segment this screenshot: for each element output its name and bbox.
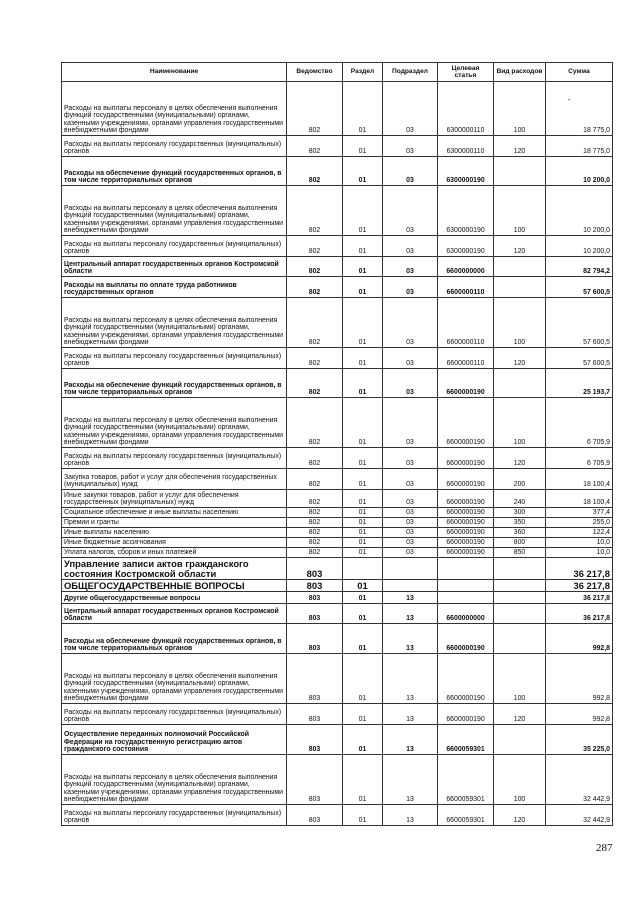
table-row (62, 580, 613, 592)
cell-name: Расходы на выплаты персоналу в целях обеспечения выполнения функций государственными (муниципальными) органами, казенными учреждениями, органами управления государственными внебюджетными фондами (62, 298, 287, 348)
cell-target: 6600000190 (438, 538, 494, 548)
cell-name: Социальное обеспечение и иные выплаты населению (62, 508, 287, 518)
cell-exptype: 360 (494, 528, 546, 538)
cell-dept: 803 (287, 654, 343, 704)
cell-sum: 35 225,0 (546, 725, 613, 755)
cell-section: 01 (343, 298, 383, 348)
cell-dept: 802 (287, 82, 343, 136)
cell-sum: 122,4 (546, 528, 613, 538)
table-row (62, 592, 613, 604)
cell-dept: 802 (287, 508, 343, 518)
cell-name: Расходы на выплаты персоналу государственных (муниципальных) органов (62, 805, 287, 826)
cell-dept: 802 (287, 277, 343, 298)
cell-sum: 18 775,0 (546, 136, 613, 157)
cell-name: Иные закупки товаров, работ и услуг для обеспечения государственных (муниципальных) нужд (62, 490, 287, 508)
cell-target: 6600000110 (438, 298, 494, 348)
cell-section: 01 (343, 548, 383, 558)
header-target: Целевая статья (438, 63, 494, 82)
cell-target: 6600059301 (438, 805, 494, 826)
cell-sum: 36 217,8 (546, 558, 613, 580)
cell-sum: 6 705,9 (546, 448, 613, 469)
cell-dept: 802 (287, 518, 343, 528)
cell-subsection: 03 (383, 490, 438, 508)
cell-target: 6600000190 (438, 448, 494, 469)
cell-target: 6300000110 (438, 82, 494, 136)
cell-target: 6600000190 (438, 704, 494, 725)
cell-sum: 36 217,8 (546, 592, 613, 604)
table-row (62, 348, 613, 369)
cell-target: 6600000000 (438, 604, 494, 624)
cell-section: 01 (343, 398, 383, 448)
cell-name: Расходы на выплаты персоналу в целях обеспечения выполнения функций государственными (муниципальными) органами, казенными учреждениями, органами управления государственными внебюджетными фондами (62, 82, 287, 136)
cell-dept: 803 (287, 805, 343, 826)
table-row (62, 277, 613, 298)
cell-name: ОБЩЕГОСУДАРСТВЕННЫЕ ВОПРОСЫ (62, 580, 287, 592)
cell-target: 6600000110 (438, 348, 494, 369)
cell-target: 6600000190 (438, 528, 494, 538)
cell-subsection: 03 (383, 136, 438, 157)
cell-section: 01 (343, 490, 383, 508)
table-row (62, 186, 613, 236)
cell-subsection: 13 (383, 704, 438, 725)
cell-section: 01 (343, 277, 383, 298)
cell-name: Расходы на выплаты персоналу государственных (муниципальных) органов (62, 448, 287, 469)
cell-subsection: 03 (383, 277, 438, 298)
cell-target (438, 558, 494, 580)
cell-exptype: 240 (494, 490, 546, 508)
cell-section: 01 (343, 624, 383, 654)
cell-subsection: 13 (383, 725, 438, 755)
table-row (62, 654, 613, 704)
cell-subsection: 03 (383, 348, 438, 369)
cell-section: 01 (343, 538, 383, 548)
cell-subsection: 03 (383, 257, 438, 277)
cell-exptype: 100 (494, 398, 546, 448)
cell-section: 01 (343, 580, 383, 592)
cell-section: 01 (343, 654, 383, 704)
cell-subsection: 13 (383, 624, 438, 654)
cell-subsection: 03 (383, 448, 438, 469)
cell-name: Расходы на выплаты персоналу государственных (муниципальных) органов (62, 136, 287, 157)
cell-target: 6300000190 (438, 236, 494, 257)
cell-sum: 10,0 (546, 548, 613, 558)
cell-name: Расходы на обеспечение функций государственных органов, в том числе территориальных органов (62, 624, 287, 654)
cell-name: Центральный аппарат государственных органов Костромской области (62, 604, 287, 624)
cell-section: 01 (343, 448, 383, 469)
cell-name: Уплата налогов, сборов и иных платежей (62, 548, 287, 558)
cell-sum: 82 794,2 (546, 257, 613, 277)
cell-sum: 57 600,5 (546, 348, 613, 369)
table-row (62, 398, 613, 448)
cell-exptype: 850 (494, 548, 546, 558)
cell-name: Расходы на выплаты персоналу в целях обеспечения выполнения функций государственными (муниципальными) органами, казенными учреждениями, органами управления государственными внебюджетными фондами (62, 186, 287, 236)
cell-target: 6600000190 (438, 654, 494, 704)
header-row (62, 63, 613, 82)
table-row (62, 469, 613, 490)
cell-exptype: 120 (494, 448, 546, 469)
cell-exptype (494, 580, 546, 592)
cell-section: 01 (343, 236, 383, 257)
cell-exptype: 120 (494, 348, 546, 369)
cell-dept: 802 (287, 298, 343, 348)
cell-dept: 802 (287, 369, 343, 398)
cell-dept: 802 (287, 528, 343, 538)
cell-dept: 803 (287, 704, 343, 725)
cell-sum: 18 100,4 (546, 469, 613, 490)
table-row (62, 558, 613, 580)
table-row (62, 490, 613, 508)
cell-name: Другие общегосударственные вопросы (62, 592, 287, 604)
cell-name: Осуществление переданных полномочий Российской Федерации на государственную регистрацию актов гражданского состояния (62, 725, 287, 755)
cell-subsection: 03 (383, 518, 438, 528)
cell-target: 6600000000 (438, 257, 494, 277)
cell-name: Расходы на обеспечение функций государственных органов, в том числе территориальных органов (62, 369, 287, 398)
cell-target (438, 592, 494, 604)
cell-exptype: 800 (494, 538, 546, 548)
cell-subsection: 13 (383, 604, 438, 624)
cell-section: 01 (343, 186, 383, 236)
cell-sum: 57 600,5 (546, 277, 613, 298)
cell-name: Премии и гранты (62, 518, 287, 528)
table-row (62, 369, 613, 398)
cell-target: 6600000190 (438, 518, 494, 528)
cell-dept: 802 (287, 157, 343, 186)
cell-sum: 36 217,8 (546, 604, 613, 624)
cell-sum: 10 200,0 (546, 157, 613, 186)
header-section: Раздел (343, 63, 383, 82)
cell-dept: 803 (287, 604, 343, 624)
table-row (62, 528, 613, 538)
cell-sum: 992,8 (546, 624, 613, 654)
cell-dept: 802 (287, 236, 343, 257)
cell-dept: 803 (287, 580, 343, 592)
cell-dept: 802 (287, 490, 343, 508)
table-row (62, 548, 613, 558)
cell-section (343, 558, 383, 580)
cell-target: 6600059301 (438, 725, 494, 755)
cell-section: 01 (343, 604, 383, 624)
cell-target: 6600000190 (438, 508, 494, 518)
cell-section: 01 (343, 528, 383, 538)
cell-subsection: 03 (383, 469, 438, 490)
cell-target: 6300000190 (438, 157, 494, 186)
cell-sum: 36 217,8 (546, 580, 613, 592)
cell-subsection: 03 (383, 236, 438, 257)
cell-subsection: 13 (383, 805, 438, 826)
cell-target: 6600000190 (438, 469, 494, 490)
cell-target: 6600000190 (438, 398, 494, 448)
cell-exptype: 300 (494, 508, 546, 518)
cell-section: 01 (343, 725, 383, 755)
cell-exptype (494, 725, 546, 755)
cell-section: 01 (343, 157, 383, 186)
table-row (62, 298, 613, 348)
cell-subsection: 03 (383, 548, 438, 558)
table-row (62, 704, 613, 725)
header-dept: Ведомство (287, 63, 343, 82)
cell-exptype: 100 (494, 186, 546, 236)
cell-dept: 802 (287, 186, 343, 236)
table-row (62, 157, 613, 186)
cell-exptype: 100 (494, 82, 546, 136)
cell-subsection (383, 558, 438, 580)
header-sum: Сумма (546, 63, 613, 82)
table-row (62, 624, 613, 654)
cell-exptype: 100 (494, 755, 546, 805)
cell-section: 01 (343, 592, 383, 604)
table-row (62, 508, 613, 518)
cell-target: 6600000190 (438, 548, 494, 558)
cell-dept: 803 (287, 558, 343, 580)
cell-dept: 803 (287, 592, 343, 604)
cell-sum: 255,0 (546, 518, 613, 528)
cell-section: 01 (343, 704, 383, 725)
cell-name: Расходы на выплаты персоналу в целях обеспечения выполнения функций государственными (муниципальными) органами, казенными учреждениями, органами управления государственными внебюджетными фондами (62, 398, 287, 448)
cell-exptype: 120 (494, 136, 546, 157)
cell-dept: 802 (287, 136, 343, 157)
cell-dept: 802 (287, 548, 343, 558)
cell-subsection: 03 (383, 186, 438, 236)
cell-target: 6600000190 (438, 490, 494, 508)
cell-sum: 57 600,5 (546, 298, 613, 348)
cell-subsection: 03 (383, 538, 438, 548)
cell-section: 01 (343, 805, 383, 826)
cell-sum: 992,8 (546, 704, 613, 725)
cell-section: 01 (343, 508, 383, 518)
cell-exptype (494, 624, 546, 654)
table-row (62, 518, 613, 528)
table-row (62, 538, 613, 548)
table-row (62, 257, 613, 277)
cell-name: Иные бюджетные ассигнования (62, 538, 287, 548)
cell-section: 01 (343, 518, 383, 528)
cell-name: Расходы на выплаты персоналу в целях обеспечения выполнения функций государственными (муниципальными) органами, казенными учреждениями, органами управления государственными внебюджетными фондами (62, 654, 287, 704)
cell-exptype: 100 (494, 654, 546, 704)
cell-section: 01 (343, 369, 383, 398)
cell-exptype: 120 (494, 805, 546, 826)
cell-dept: 803 (287, 624, 343, 654)
table-body (62, 82, 613, 826)
cell-subsection: 13 (383, 592, 438, 604)
cell-target: 6600059301 (438, 755, 494, 805)
cell-sum: 6 705,9 (546, 398, 613, 448)
cell-section: 01 (343, 257, 383, 277)
cell-subsection: 13 (383, 654, 438, 704)
cell-sum: 18 100,4 (546, 490, 613, 508)
table-row (62, 755, 613, 805)
cell-exptype: 120 (494, 236, 546, 257)
cell-sum: 18 775,0 (546, 82, 613, 136)
cell-name: Центральный аппарат государственных органов Костромской области (62, 257, 287, 277)
cell-target: 6300000190 (438, 186, 494, 236)
dash-mark: - (568, 95, 571, 104)
cell-subsection (383, 580, 438, 592)
cell-sum: 992,8 (546, 654, 613, 704)
cell-exptype (494, 558, 546, 580)
table-row (62, 725, 613, 755)
cell-exptype (494, 257, 546, 277)
cell-sum: 10,0 (546, 538, 613, 548)
cell-name: Расходы на выплаты персоналу государственных (муниципальных) органов (62, 236, 287, 257)
cell-sum: 10 200,0 (546, 236, 613, 257)
cell-exptype: 350 (494, 518, 546, 528)
budget-table (61, 62, 613, 826)
cell-subsection: 03 (383, 508, 438, 518)
cell-name: Иные выплаты населению (62, 528, 287, 538)
cell-subsection: 03 (383, 82, 438, 136)
cell-subsection: 03 (383, 398, 438, 448)
cell-section: 01 (343, 469, 383, 490)
cell-subsection: 03 (383, 369, 438, 398)
header-name: Наименование (62, 63, 287, 82)
cell-name: Расходы на выплаты по оплате труда работников государственных органов (62, 277, 287, 298)
table-row (62, 136, 613, 157)
cell-target: 6600000190 (438, 624, 494, 654)
cell-section: 01 (343, 136, 383, 157)
cell-exptype: 200 (494, 469, 546, 490)
cell-name: Расходы на выплаты персоналу в целях обеспечения выполнения функций государственными (муниципальными) органами, казенными учреждениями, органами управления государственными внебюджетными фондами (62, 755, 287, 805)
cell-target: 6600000110 (438, 277, 494, 298)
cell-name: Расходы на выплаты персоналу государственных (муниципальных) органов (62, 348, 287, 369)
cell-target (438, 580, 494, 592)
cell-exptype (494, 277, 546, 298)
cell-section: 01 (343, 348, 383, 369)
cell-section: 01 (343, 82, 383, 136)
header-subsection: Подраздел (383, 63, 438, 82)
cell-dept: 803 (287, 725, 343, 755)
cell-target: 6300000110 (438, 136, 494, 157)
cell-dept: 802 (287, 398, 343, 448)
cell-section: 01 (343, 755, 383, 805)
cell-target: 6600000190 (438, 369, 494, 398)
cell-subsection: 13 (383, 755, 438, 805)
cell-subsection: 03 (383, 298, 438, 348)
table-row (62, 604, 613, 624)
cell-subsection: 03 (383, 157, 438, 186)
cell-dept: 802 (287, 348, 343, 369)
cell-exptype (494, 157, 546, 186)
cell-name: Управление записи актов гражданского состояния Костромской области (62, 558, 287, 580)
cell-exptype (494, 369, 546, 398)
cell-exptype: 120 (494, 704, 546, 725)
cell-exptype (494, 604, 546, 624)
cell-dept: 802 (287, 257, 343, 277)
cell-name: Расходы на обеспечение функций государственных органов, в том числе территориальных органов (62, 157, 287, 186)
header-exptype: Вид расходов (494, 63, 546, 82)
cell-sum: 32 442,9 (546, 755, 613, 805)
cell-dept: 802 (287, 469, 343, 490)
cell-subsection: 03 (383, 528, 438, 538)
cell-dept: 803 (287, 755, 343, 805)
cell-sum: 10 200,0 (546, 186, 613, 236)
cell-sum: 32 442,9 (546, 805, 613, 826)
table-row (62, 236, 613, 257)
cell-dept: 802 (287, 538, 343, 548)
page-number: 287 (596, 842, 613, 854)
table-row (62, 448, 613, 469)
cell-name: Расходы на выплаты персоналу государственных (муниципальных) органов (62, 704, 287, 725)
cell-sum: 377,4 (546, 508, 613, 518)
table-row (62, 82, 613, 136)
cell-dept: 802 (287, 448, 343, 469)
cell-exptype (494, 592, 546, 604)
table-row (62, 805, 613, 826)
cell-sum: 25 193,7 (546, 369, 613, 398)
cell-name: Закупка товаров, работ и услуг для обеспечения государственных (муниципальных) нужд (62, 469, 287, 490)
cell-exptype: 100 (494, 298, 546, 348)
